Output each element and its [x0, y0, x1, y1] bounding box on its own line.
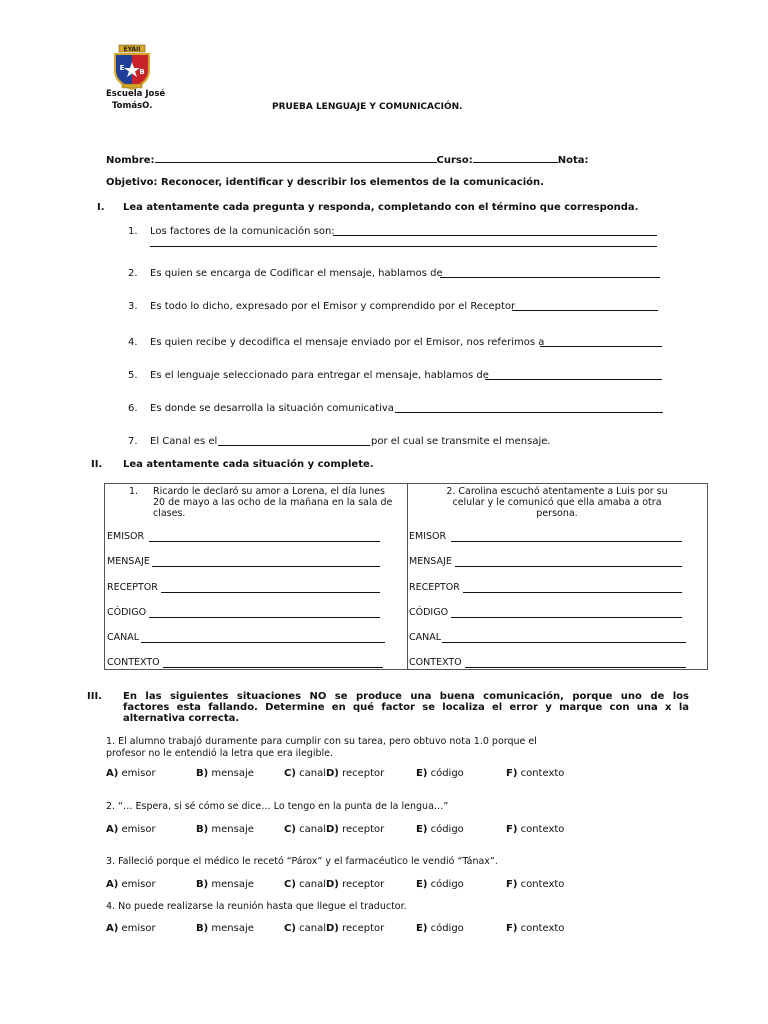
option-b[interactable]: B) mensaje: [196, 824, 254, 835]
answer-line[interactable]: [512, 310, 658, 311]
answer-line[interactable]: [440, 277, 660, 278]
situation-1-text: [153, 486, 392, 519]
field-label: CANAL: [107, 632, 140, 643]
item-2-text: 2. “… Espera, si sé cómo se dice… Lo tengo en la punta de la lengua…”: [106, 801, 449, 812]
canal-line-1[interactable]: [141, 642, 385, 643]
option-b[interactable]: B) mensaje: [196, 923, 254, 934]
item-4-text: 4. No puede realizarse la reunión hasta que llegue el traductor.: [106, 901, 407, 912]
situation-line: persona.: [536, 508, 578, 519]
receptor-line-2[interactable]: [463, 592, 682, 593]
section-1-number: I.: [97, 202, 105, 213]
answer-line[interactable]: [333, 235, 657, 236]
option-b[interactable]: B) mensaje: [196, 879, 254, 890]
page-title: PRUEBA LENGUAJE Y COMUNICACIÓN.: [272, 102, 463, 112]
canal-line-2[interactable]: [442, 642, 686, 643]
situation-2-text: [432, 486, 682, 519]
emisor-line-1[interactable]: [149, 541, 380, 542]
field-label: CONTEXTO: [409, 657, 462, 668]
field-label: MENSAJE: [107, 556, 150, 567]
logo-banner-text: EYAII: [123, 46, 141, 53]
option-c[interactable]: C) canal: [284, 824, 326, 835]
field-label: RECEPTOR: [107, 582, 158, 593]
option-b[interactable]: B) mensaje: [196, 768, 254, 779]
answer-line[interactable]: [540, 346, 662, 347]
field-label: RECEPTOR: [409, 582, 460, 593]
question-text: Es donde se desarrolla la situación comunicativa: [150, 403, 394, 414]
school-name-line1: Escuela José: [106, 89, 166, 99]
field-label: CANAL: [409, 632, 442, 643]
question-number: 6.: [128, 403, 138, 414]
section-3-number: III.: [87, 691, 102, 702]
section-2-number: II.: [91, 459, 103, 470]
answer-line[interactable]: [485, 379, 662, 380]
field-label: EMISOR: [409, 531, 447, 542]
receptor-line-1[interactable]: [161, 592, 380, 593]
field-label: MENSAJE: [409, 556, 452, 567]
question-number: 2.: [128, 268, 138, 279]
section-2-instruction: Lea atentamente cada situación y complete.: [123, 459, 374, 470]
option-c[interactable]: C) canal: [284, 768, 326, 779]
situation-line: celular y le comunicó que ella amaba a otra: [452, 497, 662, 508]
option-a[interactable]: A) emisor: [106, 768, 156, 779]
situation-1-cell: [105, 484, 408, 670]
option-c[interactable]: C) canal: [284, 879, 326, 890]
answer-line[interactable]: [150, 246, 657, 247]
option-d[interactable]: D) receptor: [326, 879, 385, 890]
situations-table: [104, 483, 708, 670]
option-f[interactable]: F) contexto: [506, 824, 565, 835]
option-f[interactable]: F) contexto: [506, 768, 565, 779]
student-info-line: [106, 152, 589, 166]
logo-letter-b: B: [139, 68, 145, 76]
situation-2-cell: [408, 484, 708, 670]
question-text: Es todo lo dicho, expresado por el Emisor y comprendido por el Receptor: [150, 301, 516, 312]
answer-line[interactable]: [395, 412, 663, 413]
objective: Objetivo: Reconocer, identificar y describir los elementos de la comunicación.: [106, 177, 544, 188]
question-text: Los factores de la comunicación son:: [150, 226, 335, 237]
logo-letter-e: E: [119, 64, 125, 72]
item-1-text: [106, 736, 537, 760]
question-text: Es el lenguaje seleccionado para entregar el mensaje, hablamos de: [150, 370, 489, 381]
field-label: CÓDIGO: [107, 607, 147, 618]
option-a[interactable]: A) emisor: [106, 923, 156, 934]
question-text-before: El Canal es el: [150, 436, 218, 447]
section-1-instruction: Lea atentamente cada pregunta y responda, completando con el término que corresponda.: [123, 202, 639, 213]
school-logo: [108, 44, 156, 92]
question-number: 3.: [128, 301, 138, 312]
course-field[interactable]: [473, 152, 558, 163]
contexto-line-2[interactable]: [465, 667, 686, 668]
option-e[interactable]: E) código: [416, 824, 464, 835]
situation-line: clases.: [153, 508, 186, 519]
name-field[interactable]: [155, 152, 437, 163]
option-e[interactable]: E) código: [416, 923, 464, 934]
question-text: Es quien recibe y decodifica el mensaje enviado por el Emisor, nos referimos a: [150, 337, 545, 348]
name-label: Nombre:: [106, 155, 155, 166]
instruction-line: alternativa correcta.: [123, 713, 240, 724]
answer-line[interactable]: [218, 445, 370, 446]
situation-line: 20 de mayo a las ocho de la mañana en la sala de: [153, 497, 393, 508]
situation-line: Ricardo le declaró su amor a Lorena, el día lunes: [153, 486, 385, 497]
question-number: 7.: [128, 436, 138, 447]
option-e[interactable]: E) código: [416, 879, 464, 890]
option-d[interactable]: D) receptor: [326, 824, 385, 835]
question-text: Es quien se encarga de Codificar el mensaje, hablamos de: [150, 268, 443, 279]
codigo-line-1[interactable]: [149, 617, 380, 618]
situation-number: 1.: [129, 486, 139, 497]
course-label: Curso:: [436, 155, 473, 166]
question-number: 5.: [128, 370, 138, 381]
field-label: EMISOR: [107, 531, 145, 542]
field-label: CONTEXTO: [107, 657, 160, 668]
option-a[interactable]: A) emisor: [106, 824, 156, 835]
item-3-text: 3. Falleció porque el médico le recetó “Párox” y el farmacéutico le vendió “Tánax”.: [106, 856, 498, 867]
option-f[interactable]: F) contexto: [506, 923, 565, 934]
question-number: 4.: [128, 337, 138, 348]
question-number: 1.: [128, 226, 138, 237]
emisor-line-2[interactable]: [451, 541, 682, 542]
mensaje-line-1[interactable]: [152, 566, 380, 567]
option-d[interactable]: D) receptor: [326, 768, 385, 779]
item-line: profesor no le entendió la letra que era ilegible.: [106, 748, 334, 759]
option-e[interactable]: E) código: [416, 768, 464, 779]
item-line: 1. El alumno trabajó duramente para cumplir con su tarea, pero obtuvo nota 1.0 porque el: [106, 736, 537, 747]
option-d[interactable]: D) receptor: [326, 923, 385, 934]
mensaje-line-2[interactable]: [455, 566, 682, 567]
instruction-line: factores esta fallando. Determine en qué factor se localiza el error y marque con una x la: [123, 702, 689, 713]
contexto-line-1[interactable]: [163, 667, 383, 668]
option-a[interactable]: A) emisor: [106, 879, 156, 890]
school-name-line2: TomásO.: [112, 101, 153, 111]
section-3-instruction: [123, 691, 689, 724]
option-c[interactable]: C) canal: [284, 923, 326, 934]
question-text-after: por el cual se transmite el mensaje.: [371, 436, 551, 447]
instruction-line: En las siguientes situaciones NO se produce una buena comunicación, porque uno de los: [123, 691, 689, 702]
situation-line: 2. Carolina escuchó atentamente a Luis por su: [446, 486, 668, 497]
grade-label: Nota:: [557, 155, 589, 166]
field-label: CÓDIGO: [409, 607, 449, 618]
option-f[interactable]: F) contexto: [506, 879, 565, 890]
codigo-line-2[interactable]: [451, 617, 682, 618]
